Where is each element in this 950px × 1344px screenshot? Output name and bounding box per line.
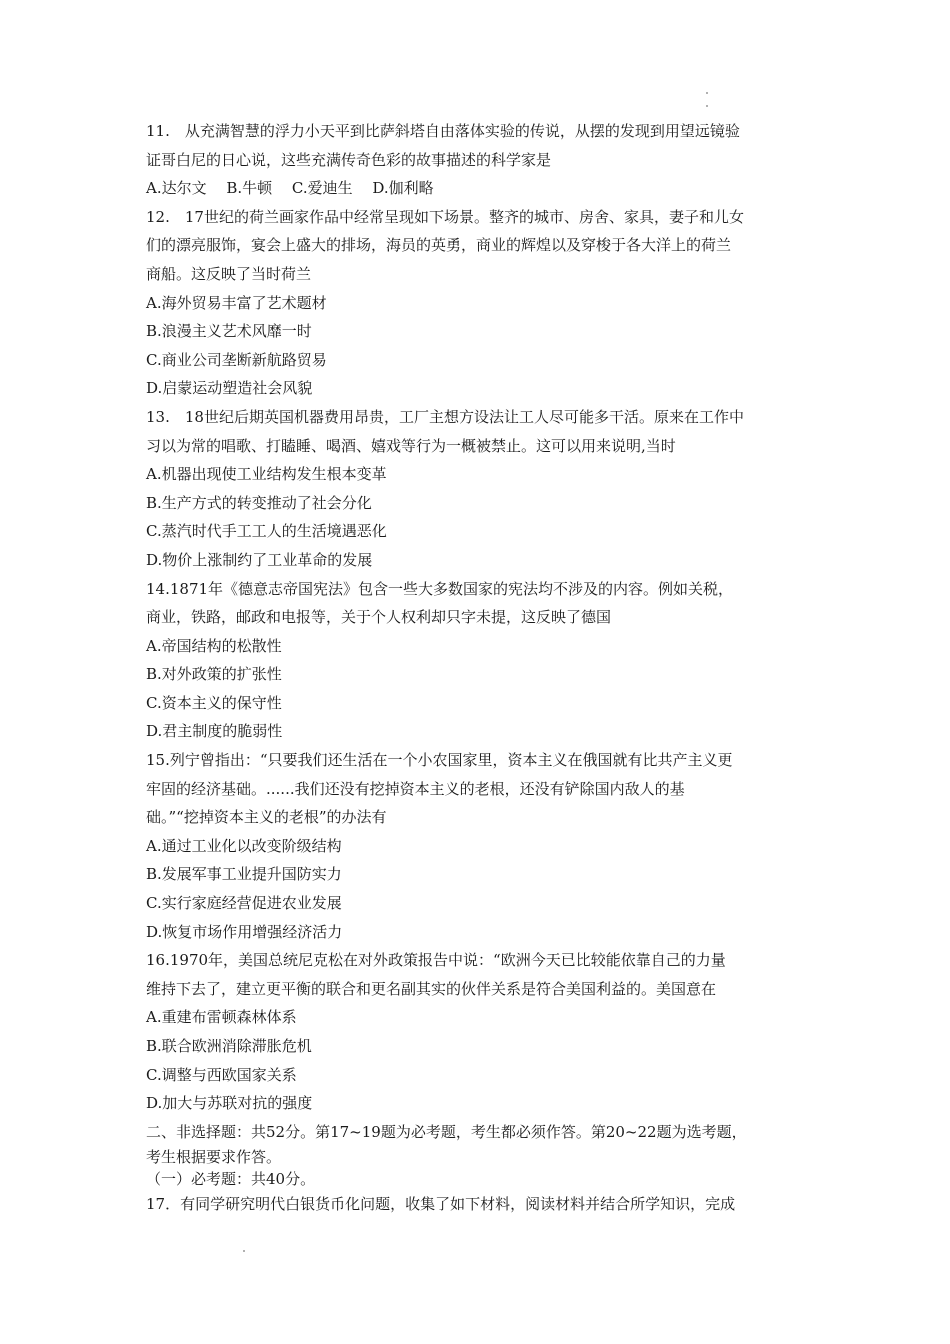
question-stem: 们的漂亮服饰，宴会上盛大的排场，海员的英勇，商业的辉煌以及穿梭于各大洋上的荷兰 [146,236,732,255]
option-d: D.加大与苏联对抗的强度 [146,1094,313,1113]
question-17-stem: 17．有同学研究明代白银货币化问题，收集了如下材料，阅读材料并结合所学知识，完成 [146,1195,736,1214]
question-stem: 习以为常的唱歌、打瞌睡、喝酒、嬉戏等行为一概被禁止。这可以用来说明,当时 [146,436,676,455]
option-a: A.海外贸易丰富了艺术题材 [146,293,327,312]
section-heading: 二、非选择题：共52分。第17~19题为必考题，考生都必须作答。第20~22题为选考题， [146,1122,747,1141]
question-14 [146,575,816,747]
option-d: D.君主制度的脆弱性 [146,722,283,741]
answer-options: A.达尔文 B.牛顿 C.爱迪生 D.伽利略 [146,179,434,198]
option-c: C.蒸汽时代手工工人的生活境遇恶化 [146,522,387,541]
option-b: B.浪漫主义艺术风靡一时 [146,322,312,341]
option-a: A.重建布雷顿森林体系 [146,1008,297,1027]
question-stem: 维持下去了，建立更平衡的联合和更名副其实的伙伴关系是符合美国利益的。美国意在 [146,979,717,998]
question-stem: 商业，铁路，邮政和电报等，关于个人权利却只字未提，这反映了德国 [146,608,612,627]
question-stem: 牢固的经济基础。......我们还没有挖掉资本主义的老根，还没有铲除国内敌人的基 [146,779,685,798]
question-16 [146,946,816,1118]
option-a: A.通过工业化以改变阶级结构 [146,836,342,855]
option-a: A.机器出现使工业结构发生根本变革 [146,465,387,484]
question-12 [146,203,816,403]
scan-speck [706,92,708,94]
question-stem: 证哥白尼的日心说，这些充满传奇色彩的故事描述的科学家是 [146,150,552,169]
question-stem: 商船。这反映了当时荷兰 [146,264,312,283]
option-c: C.资本主义的保守性 [146,693,282,712]
question-13 [146,403,816,575]
question-stem: 础。”“挖掉资本主义的老根”的办法有 [146,808,387,827]
question-stem: 13. 18世纪后期英国机器费用昂贵，工厂主想方设法让工人尽可能多干活。原来在工作中 [146,407,744,426]
section-two [146,1118,816,1219]
option-d: D.启蒙运动塑造社会风貌 [146,379,313,398]
option-b: B.联合欧洲消除滞胀危机 [146,1037,312,1055]
option-b: B.生产方式的转变推动了社会分化 [146,493,372,512]
question-list [146,117,816,1219]
scan-speck [706,105,708,107]
question-stem: 16.1970年，美国总统尼克松在对外政策报告中说：“欧洲今天已比较能依靠自己的力量 [146,951,726,970]
question-stem: 14.1871年《德意志帝国宪法》包含一些大多数国家的宪法均不涉及的内容。例如关税， [146,579,734,598]
question-stem: 15.列宁曾指出：“只要我们还生活在一个小农国家里，资本主义在俄国就有比共产主义更 [146,751,733,770]
option-c: C.商业公司垄断新航路贸易 [146,350,327,369]
option-c: C.实行家庭经营促进农业发展 [146,894,342,913]
question-15 [146,746,816,946]
question-11 [146,117,816,203]
section-heading: 考生根据要求作答。 [146,1148,282,1167]
option-d: D.恢复市场作用增强经济活力 [146,922,343,941]
option-b: B.对外政策的扩张性 [146,665,282,684]
question-stem: 11. 从充满智慧的浮力小天平到比萨斜塔自由落体实验的传说，从摆的发现到用望远镜验 [146,122,740,140]
option-c: C.调整与西欧国家关系 [146,1065,297,1084]
option-b: B.发展军事工业提升国防实力 [146,865,342,884]
option-a: A.帝国结构的松散性 [146,636,282,655]
question-stem: 12. 17世纪的荷兰画家作品中经常呈现如下场景。整齐的城市、房舍、家具，妻子和儿女 [146,207,744,226]
section-subheading: （一）必考题：共40分。 [146,1170,316,1189]
option-d: D.物价上涨制约了工业革命的发展 [146,550,373,569]
scan-speck [243,1250,245,1252]
